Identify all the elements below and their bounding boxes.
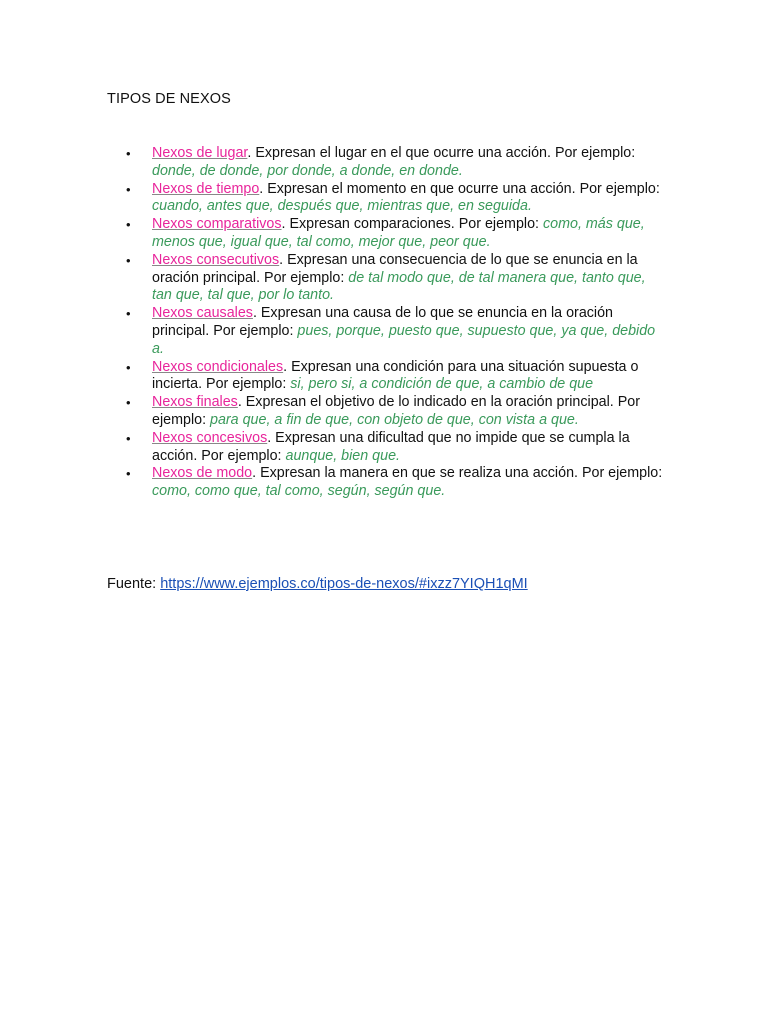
item-examples: para que, a fin de que, con objeto de que, con vista a que. bbox=[210, 411, 579, 428]
source-label: Fuente: bbox=[107, 576, 161, 592]
list-item bbox=[152, 305, 667, 358]
item-examples: pues, porque, puesto que, supuesto que, ya que, debido a. bbox=[152, 322, 656, 357]
item-examples: donde, de donde, por donde, a donde, en donde. bbox=[152, 162, 463, 179]
item-examples: de tal modo que, de tal manera que, tanto que, tan que, tal que, por lo tanto. bbox=[152, 269, 646, 304]
source-link[interactable]: https://www.ejemplos.co/tipos-de-nexos/#ixzz7YIQH1qMI bbox=[160, 576, 528, 592]
term-link[interactable]: Nexos de lugar bbox=[152, 145, 248, 161]
term-link[interactable]: Nexos de tiempo bbox=[152, 180, 260, 197]
nexos-list bbox=[152, 145, 667, 501]
item-description: . Expresan una dificultad que no impide que se cumpla la acción. Por ejemplo: bbox=[152, 429, 630, 464]
document-title: TIPOS DE NEXOS bbox=[107, 91, 231, 107]
term-link[interactable]: Nexos causales bbox=[152, 305, 253, 322]
item-description: . Expresan comparaciones. Por ejemplo: bbox=[281, 216, 543, 233]
term-link[interactable]: Nexos condicionales bbox=[152, 358, 284, 375]
item-examples: como, como que, tal como, según, según que. bbox=[152, 483, 446, 500]
term-link[interactable]: Nexos comparativos bbox=[152, 216, 282, 233]
source-line bbox=[107, 576, 528, 592]
list-item bbox=[152, 252, 667, 305]
list-item bbox=[152, 465, 667, 501]
term-link[interactable]: Nexos de modo bbox=[152, 465, 253, 482]
list-item bbox=[152, 394, 667, 430]
list-item bbox=[152, 181, 667, 217]
item-description: . Expresan el objetivo de lo indicado en la oración principal. Por ejemplo: bbox=[152, 394, 640, 428]
term-link[interactable]: Nexos consecutivos bbox=[152, 251, 280, 268]
item-examples: si, pero si, a condición de que, a cambio de que bbox=[290, 376, 594, 393]
item-description: . Expresan la manera en que se realiza una acción. Por ejemplo: bbox=[252, 465, 663, 482]
item-description: . Expresan el momento en que ocurre una acción. Por ejemplo: bbox=[259, 180, 660, 197]
list-item bbox=[152, 216, 667, 252]
list-item bbox=[152, 359, 667, 395]
item-description: . Expresan una causa de lo que se enuncia en la oración principal. Por ejemplo: bbox=[152, 305, 613, 339]
item-description: . Expresan el lugar en el que ocurre una acción. Por ejemplo: bbox=[247, 145, 636, 161]
item-description: . Expresan una condición para una situación supuesta o incierta. Por ejemplo: bbox=[152, 358, 639, 393]
term-link[interactable]: Nexos concesivos bbox=[152, 429, 268, 446]
term-link[interactable]: Nexos finales bbox=[152, 394, 238, 411]
item-examples: aunque, bien que. bbox=[285, 447, 400, 464]
item-examples: como, más que, menos que, igual que, tal como, mejor que, peor que. bbox=[152, 216, 645, 250]
item-description: . Expresan una consecuencia de lo que se enuncia en la oración principal. Por ejemplo: bbox=[152, 251, 638, 286]
list-item bbox=[152, 430, 667, 466]
item-examples: cuando, antes que, después que, mientras que, en seguida. bbox=[152, 198, 532, 215]
list-item bbox=[152, 145, 667, 181]
